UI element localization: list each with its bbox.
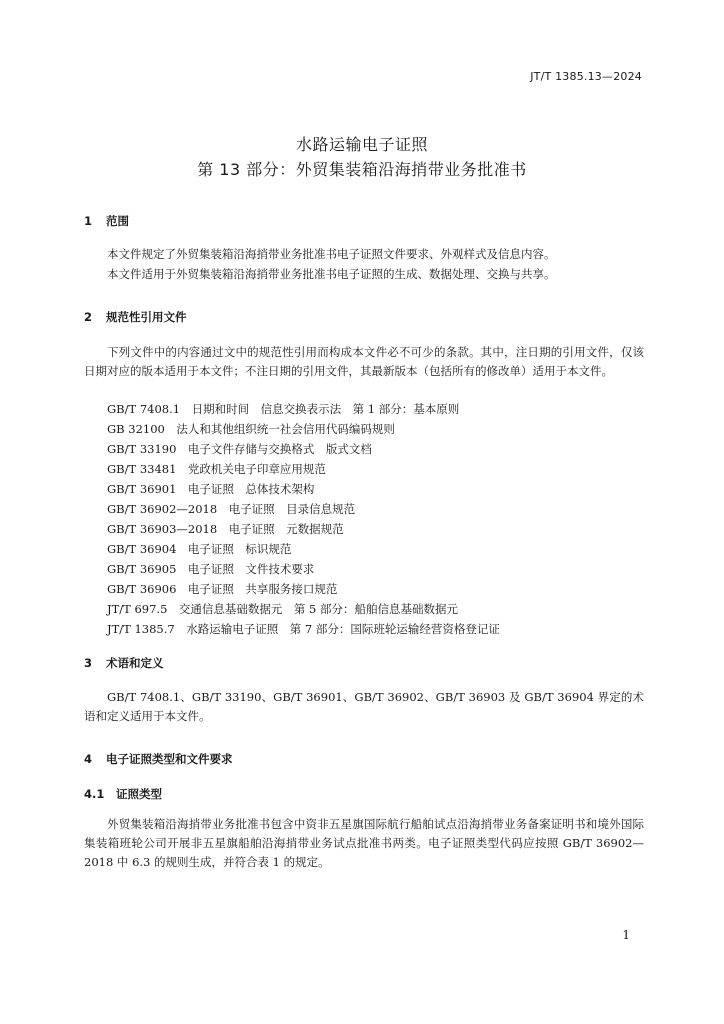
reference-item: JT/T 1385.7 水路运输电子证照 第 7 部分：国际班轮运输经营资格登记证 (107, 622, 500, 636)
section-number: 4.1 (84, 787, 105, 801)
document-title: 水路运输电子证照 (295, 135, 428, 154)
section-heading-scope (84, 213, 129, 229)
reference-item: GB/T 36904 电子证照 标识规范 (107, 542, 292, 556)
reference-item: GB 32100 法人和其他组织统一社会信用代码编码规则 (107, 422, 395, 436)
page-number: 1 (622, 928, 630, 942)
paragraph: GB/T 7408.1、GB/T 33190、GB/T 36901、GB/T 36902、GB/T 36903 及 GB/T 36904 界定的术语和定义适用于本文件。 (84, 690, 644, 723)
standard-code: JT/T 1385.13—2024 (530, 70, 642, 83)
section-number: 1 (84, 214, 93, 228)
subsection-heading-certificate-types (84, 786, 162, 802)
section-title: 术语和定义 (106, 656, 164, 670)
paragraph: 本文件规定了外贸集装箱沿海捎带业务批准书电子证照文件要求、外观样式及信息内容。 (107, 247, 556, 261)
reference-item: GB/T 36906 电子证照 共享服务接口规范 (107, 582, 338, 596)
section-heading-terms (84, 655, 164, 671)
reference-item: GB/T 33481 党政机关电子印章应用规范 (107, 462, 326, 476)
paragraph: 本文件适用于外贸集装箱沿海捎带业务批准书电子证照的生成、数据处理、交换与共享。 (107, 267, 556, 281)
reference-item: GB/T 33190 电子文件存储与交换格式 版式文档 (107, 442, 372, 456)
paragraph: 下列文件中的内容通过文中的规范性引用而构成本文件必不可少的条款。其中，注日期的引用文件，仅该日期对应的版本适用于本文件；不注日期的引用文件，其最新版本（包括所有的修改单）适用于本文件。 (84, 345, 644, 378)
reference-item: GB/T 7408.1 日期和时间 信息交换表示法 第 1 部分：基本原则 (107, 402, 460, 416)
paragraph: 外贸集装箱沿海捎带业务批准书包含中资非五星旗国际航行船舶试点沿海捎带业务备案证明书和境外国际集装箱班轮公司开展非五星旗船舶沿海捎带业务试点批准书两类。电子证照类型代码应按照 GB/T 36902—2018 中 6.3 的规则生成，并符合表 1 的规定。 (84, 817, 644, 869)
document-subtitle: 第 13 部分：外贸集装箱沿海捎带业务批准书 (197, 160, 527, 179)
section-number: 3 (84, 656, 93, 670)
section-title: 规范性引用文件 (106, 310, 187, 324)
section-title: 证照类型 (116, 787, 162, 801)
section-title: 范围 (106, 214, 129, 228)
section-heading-types-and-requirements (84, 751, 233, 767)
reference-item: GB/T 36905 电子证照 文件技术要求 (107, 562, 315, 576)
section-heading-normative-references (84, 309, 187, 325)
reference-item: GB/T 36902—2018 电子证照 目录信息规范 (107, 502, 356, 516)
reference-item: GB/T 36903—2018 电子证照 元数据规范 (107, 522, 344, 536)
section-number: 4 (84, 752, 93, 766)
section-number: 2 (84, 310, 93, 324)
section-title: 电子证照类型和文件要求 (106, 752, 233, 766)
reference-item: GB/T 36901 电子证照 总体技术架构 (107, 482, 315, 496)
reference-item: JT/T 697.5 交通信息基础数据元 第 5 部分：船舶信息基础数据元 (107, 602, 459, 616)
